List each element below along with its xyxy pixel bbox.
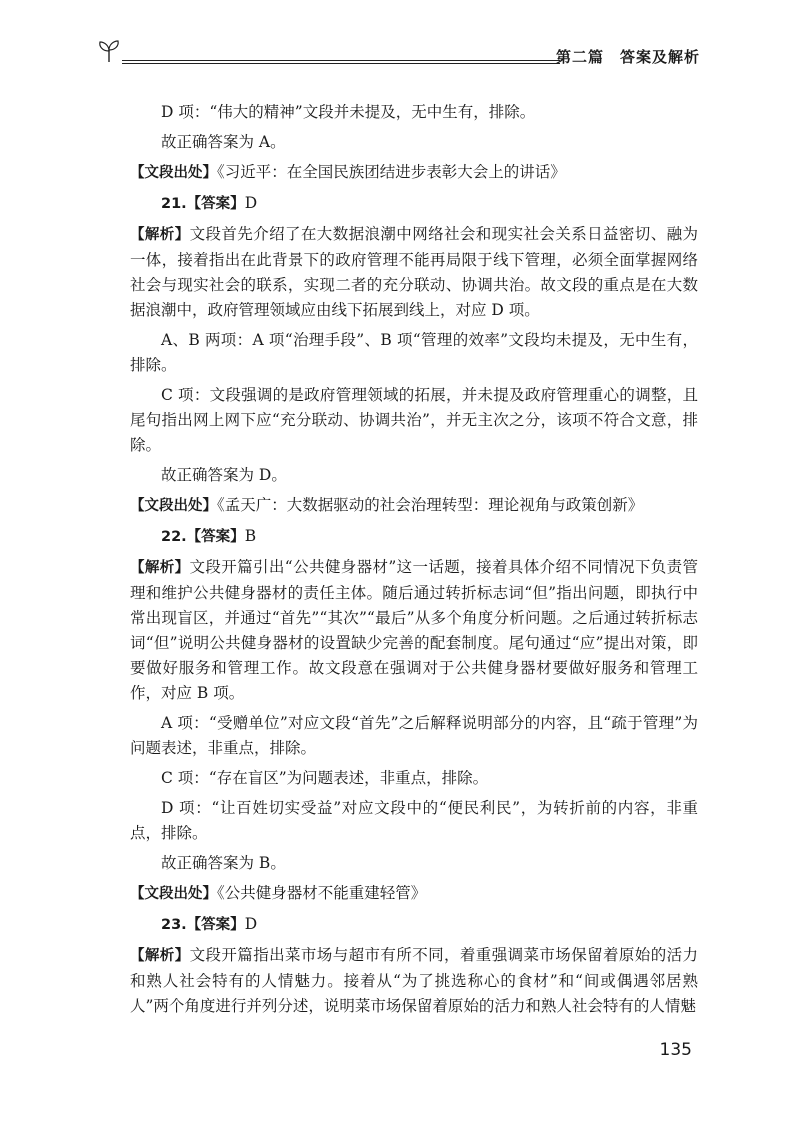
source-text: 《习近平：在全国民族团结进步表彰大会上的讲话》 (217, 163, 566, 181)
source-tag: 【文段出处】 (130, 165, 217, 181)
paragraph-option-d (130, 796, 698, 846)
analysis-text: 文段开篇指出菜市场与超市有所不同，着重强调菜市场保留着原始的活力和熟人社会特有的人情魅力。接着从“为了挑选称心的食材”和“间或偶遇邻居熟人”两个角度进行并列分述，说明菜市场保留着原始的活力和熟人社会特有的人情魅 (130, 946, 698, 1015)
source-text: 《公共健身器材不能重建轻管》 (217, 884, 427, 902)
source-tag: 【文段出处】 (130, 498, 217, 514)
source-text: 《孟天广：大数据驱动的社会治理转型：理论视角与政策创新》 (217, 496, 644, 514)
paragraph-source (130, 160, 698, 186)
paragraph-text: 故正确答案为 A。 (161, 133, 286, 151)
paragraph-option-ab (130, 328, 698, 378)
header-rule-secondary (122, 63, 560, 64)
answer-value: B (244, 527, 257, 545)
analysis-tag: 【解析】 (130, 227, 190, 243)
answer-tag: 22.【答案】 (161, 529, 245, 545)
answer-value: D (244, 915, 258, 933)
analysis-21 (130, 222, 698, 323)
paragraph-conclusion (130, 463, 698, 488)
paragraph-conclusion (130, 851, 698, 876)
section-title: 第二篇 答案及解析 (555, 48, 700, 66)
analysis-tag: 【解析】 (130, 560, 190, 576)
paragraph-text: 故正确答案为 B。 (161, 854, 286, 872)
paragraph-text: A、B 两项：A 项“治理手段”、B 项“管理的效率”文段均未提及，无中生有，排除。 (130, 331, 698, 374)
paragraph-text: C 项：文段强调的是政府管理领域的拓展，并未提及政府管理重心的调整，且尾句指出网上网下应“充分联动、协调共治”，并无主次之分，该项不符合文意，排除。 (130, 386, 698, 454)
answer-22 (130, 524, 698, 550)
paragraph-text: 故正确答案为 D。 (161, 466, 287, 484)
analysis-22 (130, 555, 698, 706)
answer-tag: 23.【答案】 (161, 917, 245, 933)
page-header (100, 36, 700, 70)
paragraph-text: A 项：“受赠单位”对应文段“首先”之后解释说明部分的内容，且“疏于管理”为问题表述，非重点，排除。 (130, 714, 698, 757)
source-tag: 【文段出处】 (130, 886, 217, 902)
page-content (130, 100, 698, 1024)
paragraph-text: D 项：“伟大的精神”文段并未提及，无中生有，排除。 (161, 103, 536, 121)
analysis-text: 文段开篇引出“公共健身器材”这一话题，接着具体介绍不同情况下负责管理和维护公共健身器材的责任主体。随后通过转折标志词“但”指出问题，即执行中常出现盲区，并通过“首先”“其次”“最后”从多个角度分析问题。之后通过转折标志词“但”说明公共健身器材的设置缺少完善的配套制度。尾句通过“应”提出对策，即要做好服务和管理工作。故文段意在强调对于公共健身器材要做好服务和管理工作，对应 B 项。 (130, 558, 698, 702)
paragraph-option-c (130, 383, 698, 458)
paragraph-source (130, 881, 698, 907)
answer-23 (130, 912, 698, 938)
paragraph-text: C 项：“存在盲区”为问题表述，非重点，排除。 (161, 769, 489, 787)
answer-21 (130, 191, 698, 217)
paragraph-option-d (130, 100, 698, 125)
analysis-23 (130, 943, 698, 1019)
analysis-tag: 【解析】 (130, 948, 190, 964)
paragraph-option-c (130, 766, 698, 791)
paragraph-source (130, 493, 698, 519)
sprout-icon (96, 38, 122, 64)
analysis-text: 文段首先介绍了在大数据浪潮中网络社会和现实社会关系日益密切、融为一体，接着指出在此背景下的政府管理不能再局限于线下管理，必须全面掌握网络社会与现实社会的联系，实现二者的充分联动、协调共治。故文段的重点是在大数据浪潮中，政府管理领域应由线下拓展到线上，对应 D 项。 (130, 225, 698, 319)
paragraph-option-a (130, 711, 698, 761)
answer-tag: 21.【答案】 (161, 196, 245, 212)
header-rule (122, 60, 560, 61)
page-number: 135 (659, 1040, 692, 1060)
paragraph-conclusion (130, 130, 698, 155)
paragraph-text: D 项：“让百姓切实受益”对应文段中的“便民利民”，为转折前的内容，非重点，排除。 (130, 799, 698, 842)
answer-value: D (244, 194, 258, 212)
